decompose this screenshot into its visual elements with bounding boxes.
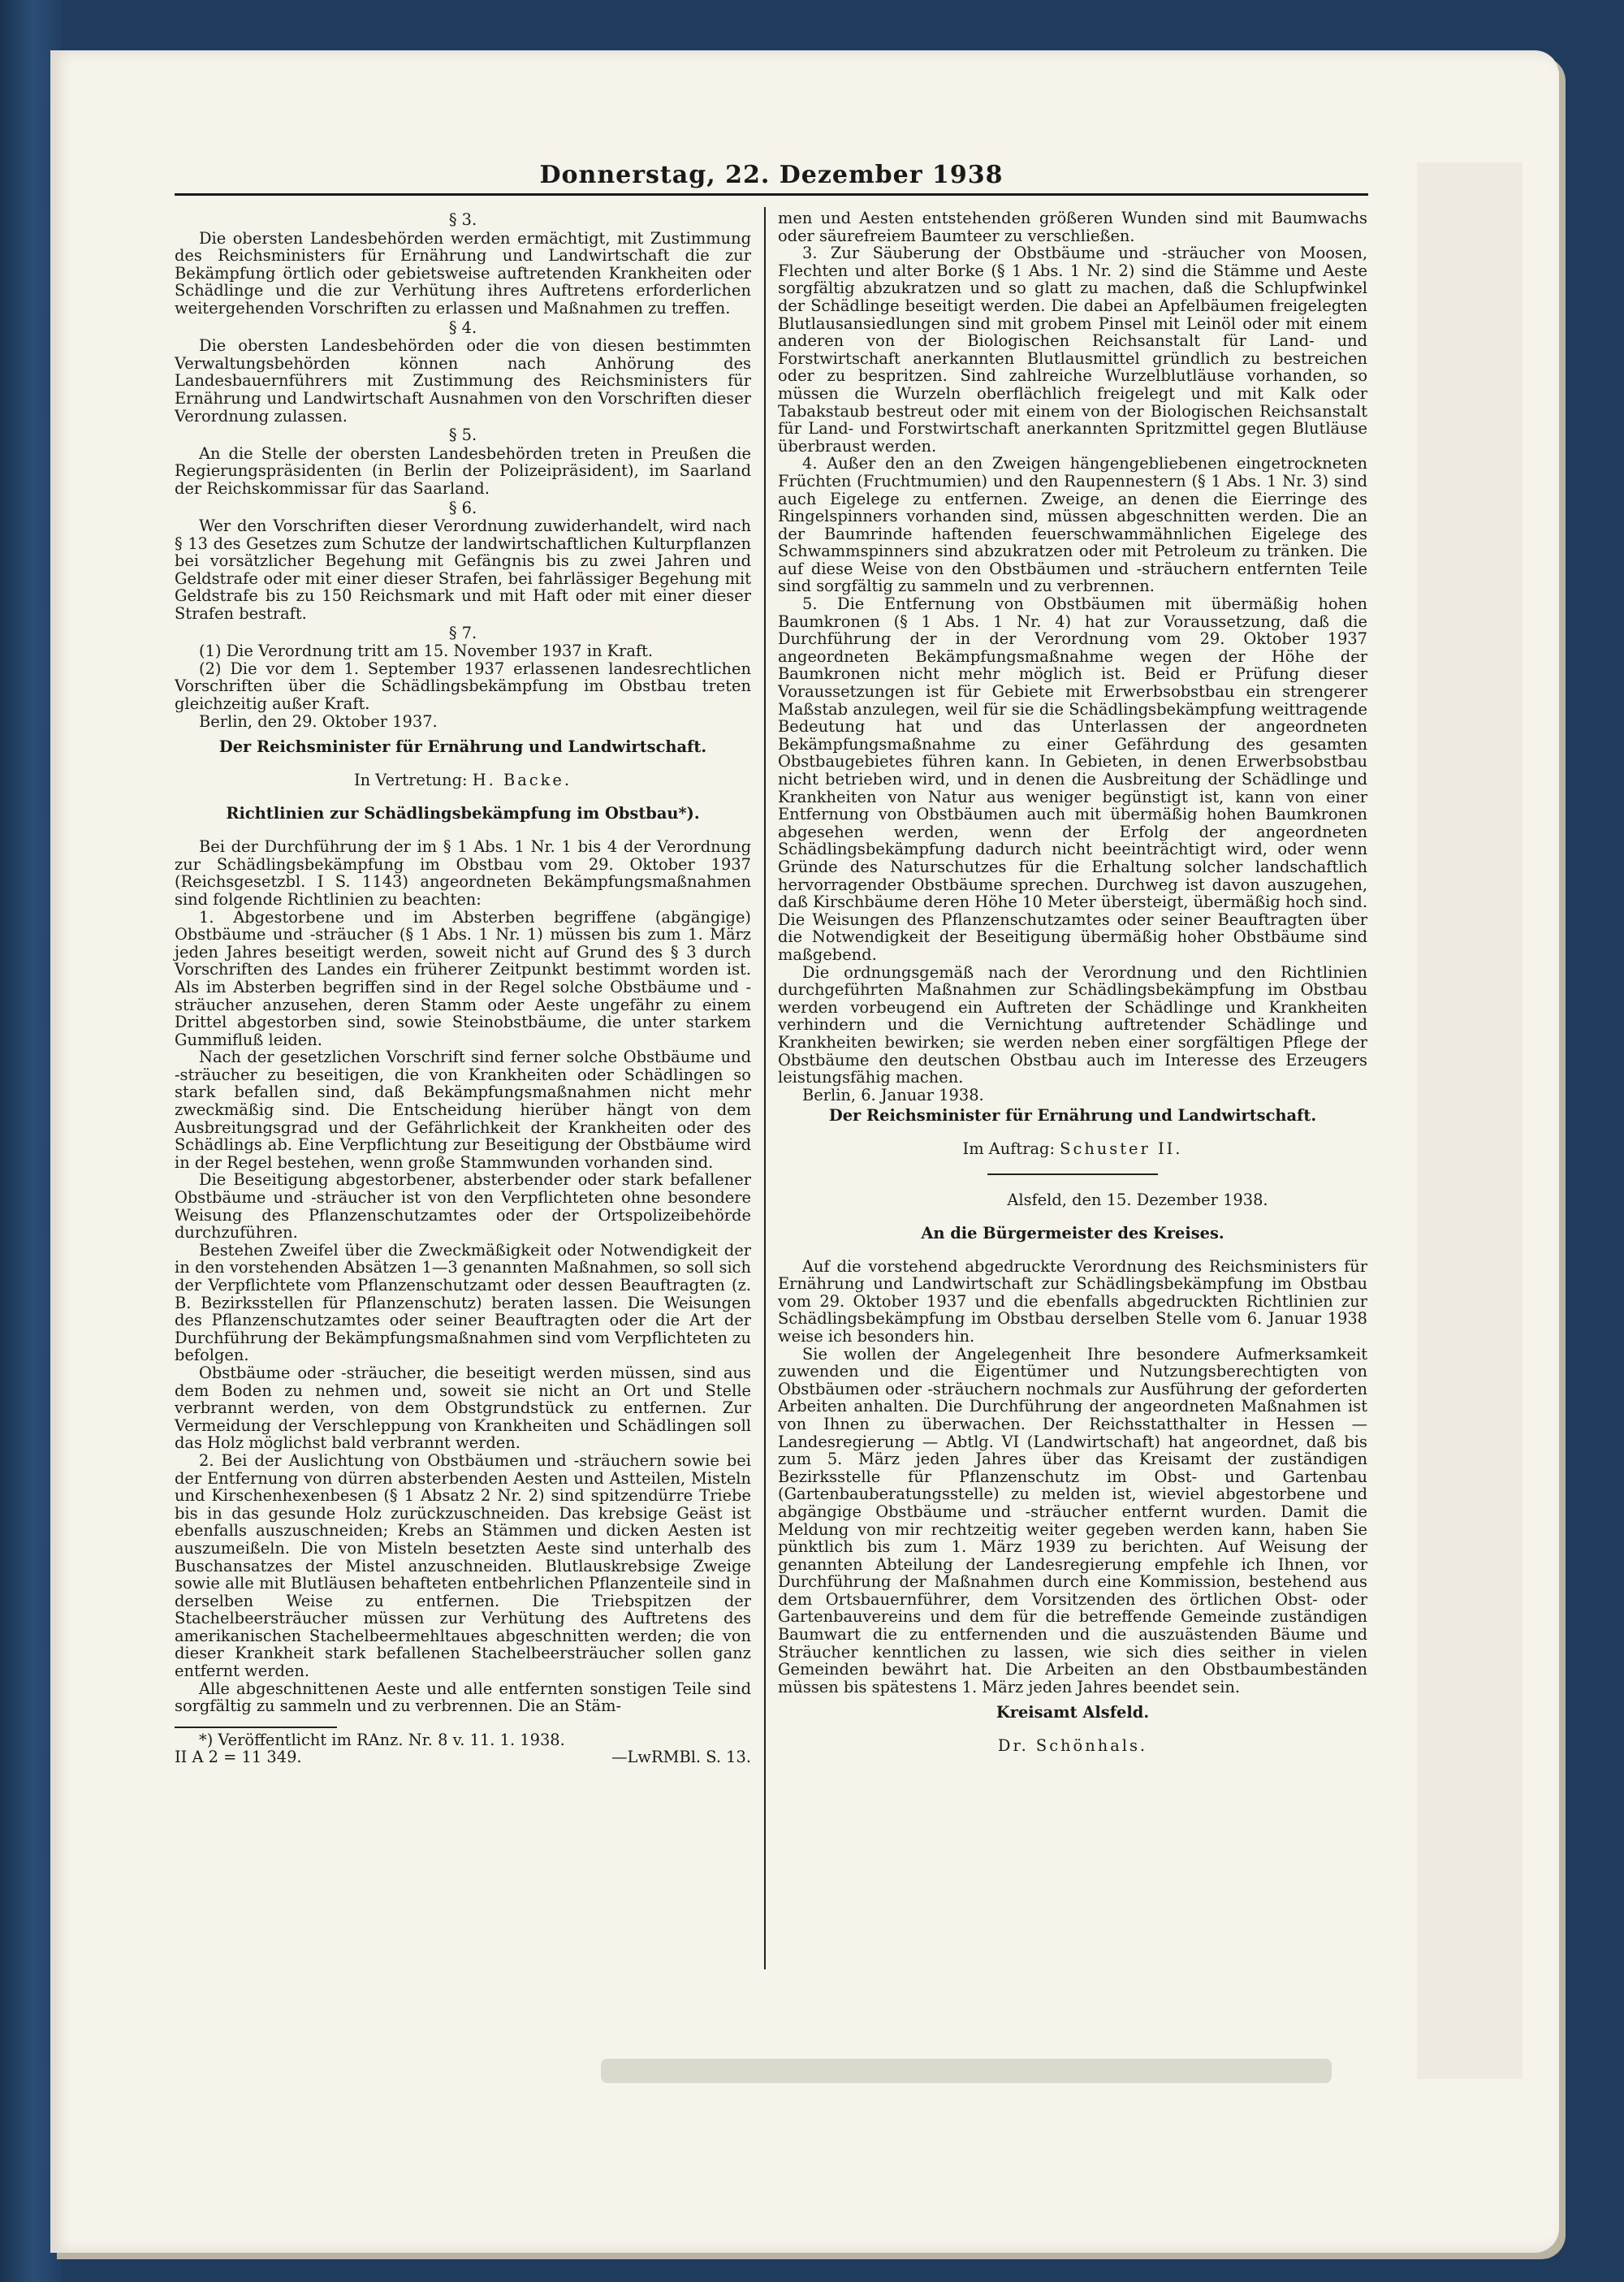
- guidelines-intro: Bei der Durchführung der im § 1 Abs. 1 Nr. 1 bis 4 der Verordnung zur Schädlingsbekämpfung im Obstbau vom 29. Oktober 1937 (Reichsgesetzbl. I S. 1143) angeordneten Bekämpfungsmaßnahmen sind folgende Richtlinien zu beachten:: [175, 837, 751, 909]
- section-6-title: § 6.: [448, 498, 477, 517]
- section-7-text-1: (1) Die Verordnung tritt am 15. November 1937 in Kraft.: [199, 642, 654, 661]
- continuation-text: men und Aesten entstehenden größeren Wunden sind mit Baumwachs oder säurefreiem Baumteer zu verschließen.: [778, 209, 1367, 245]
- section-3-text: Die obersten Landesbehörden werden ermächtigt, mit Zustimmung des Reichsministers für Ernährung und Landwirtschaft die zur Bekämpfung örtlich oder gebietsweise auftretenden Krankheiten oder Schädlinge und die zur Verhütung ihres Auftretens erforderlichen weitergehenden Vorschriften zu erlassen und Maßnahmen zu treffen.: [175, 228, 751, 318]
- signature-office: Kreisamt Alsfeld.: [996, 1703, 1150, 1722]
- guideline-1b: Nach der gesetzlichen Vorschrift sind ferner solche Obstbäume und -sträucher zu beseitigen, die von Krankheiten oder Schädlingen so stark befallen sind, daß Bekämpfungsmaßnahmen nicht mehr zweckmäßig sind. Die Entscheidung hierüber hängt von dem Ausbreitungsgrad und der Gefährlichkeit der Krankheiten oder des Schädlings ab. Eine Verpflichtung zur Beseitigung der Obstbäume wird in der Regel bestehen, wenn große Stammwunden vorhanden sind.: [175, 1048, 751, 1172]
- section-7-title: § 7.: [448, 623, 477, 642]
- guideline-1d: Bestehen Zweifel über die Zweckmäßigkeit oder Notwendigkeit der in den vorstehenden Absätzen 1—3 genannten Maßnahmen, so soll sich der Verpflichtete vom Pflanzenschutzamt oder dessen Beauftragten (z. B. Bezirksstellen für Pflanzenschutz) beraten lassen. Die Weisungen des Pflanzenschutzamtes oder seiner Beauftragten oder die Art der Durchführung der Bekämpfungsmaßnahmen sind vom Verpflichteten zu befolgen.: [175, 1240, 751, 1365]
- auftrag-name: Schuster II.: [1060, 1139, 1183, 1159]
- alsfeld-text-1: Auf die vorstehend abgedruckte Verordnung des Reichsministers für Ernährung und Landwirtschaft zur Schädlingsbekämpfung im Obstbau vom 29. Oktober 1937 und die ebenfalls abgedruckten Richtlinien zur Schädlingsbekämpfung im Obstbau derselben Stelle vom 6. Januar 1938 weise ich besonders hin.: [778, 1256, 1367, 1346]
- running-head: Donnerstag, 22. Dezember 1938: [539, 161, 1004, 189]
- section-5-title: § 5.: [448, 426, 477, 445]
- guideline-5a: 5. Die Entfernung von Obstbäumen mit übermäßig hohen Baumkronen (§ 1 Abs. 1 Nr. 4) hat zur Voraussetzung, daß die Durchführung der in der Verordnung vom 29. Oktober 1937 angeordneten Bekämpfungsmaßnahme wegen der Höhe der Baumkronen nicht mehr möglich ist. Beid er Prüfung dieser Voraussetzungen ist für Gebiete mit Erwerbsobstbau ein strengerer Maßstab anzulegen, weil für sie die Schädlingsbekämpfung weittragende Bedeutung hat und das Unterlassen der angeordneten Bekämpfungsmaßnahme zu einer Gefährdung des gesamten Obstbaugebietes führen kann. In Gebieten, in denen Erwerbsobstbau nicht betrieben wird, und in denen die Ausbreitung der Schädlinge und Krankheiten von Natur aus weniger begünstigt ist, kann von einer Entfernung von Obstbäumen auch mit übermäßig hohen Baumkronen abgesehen werden, wenn der Erfolg der angeordneten Schädlingsbekämpfung dadurch nicht beeinträchtigt wird, oder wenn Gründe des Naturschutzes für die Erhaltung solcher landschaftlich hervorragender Obstbäume sprechen. Durchweg ist davon auszugehen, daß Kirschbäume deren Höhe 10 Meter übersteigt, übermäßig hoch sind. Die Weisungen des Pflanzenschutzamtes oder seiner Beauftragten über die Notwendigkeit der Beseitigung übermäßig hoher Obstbäume sind maßgebend.: [778, 594, 1367, 964]
- guidelines-title: Richtlinien zur Schädlingsbekämpfung im Obstbau*).: [226, 804, 700, 823]
- section-3-title: § 3.: [448, 210, 477, 229]
- footnote: *) Veröffentlicht im RAnz. Nr. 8 v. 11. 1. 1938.: [199, 1730, 565, 1749]
- guideline-2a: 2. Bei der Auslichtung von Obstbäumen und -sträuchern sowie bei der Entfernung von dürren absterbenden Aesten und Astteilen, Misteln und Kirschenhexenbesen (§ 1 Absatz 2 Nr. 2) sind spitzendürre Triebe bis in das gesunde Holz zurückzuschneiden. Das krebsige Geäst ist ebenfalls auszuschneiden; Krebs an Stämmen und dicken Aesten ist auszumeißeln. Die von Misteln besetzten Aeste sind unterhalb des Buschansatzes der Mistel anzuschneiden. Blutlauskrebsige Zweige sowie alle mit Blutläusen behafteten entbehrlichen Pflanzenteile sind in derselben Weise zu entfernen. Die Triebspitzen der Stachelbeersträucher müssen zur Verhütung des Auftretens des amerikanischen Stachelbeermehltaues abgeschnitten werden; die von dieser Krankheit stark befallenen Stachelbeersträucher sollen ganz entfernt werden.: [175, 1450, 751, 1681]
- minister-title-2: Der Reichsminister für Ernährung und Landwirtschaft.: [828, 1106, 1317, 1126]
- guideline-4: 4. Außer den an den Zweigen hängengebliebenen eingetrockneten Früchten (Fruchtmumien) und den Raupennestern (§ 1 Abs. 1 Nr. 3) sind auch Eigelege zu entfernen. Zweige, an denen die Eierringe des Ringelspinners vorhanden sind, müssen abgeschnitten werden. Die an der Baumrinde haftenden feuerschwammähnlichen Eigelege des Schwammspinners sind abzukratzen oder mit Petroleum zu tränken. Die auf diese Weise von den Obstbäumen und -sträuchern entfernten Teile sind sorgfältig zu sammeln und zu verbrennen.: [778, 454, 1367, 596]
- torn-page-edge: [601, 2059, 1332, 2083]
- vertretung-name: H. Backe.: [472, 771, 572, 790]
- vertretung-prefix: In Vertretung:: [354, 771, 468, 790]
- guideline-1a: 1. Abgestorbene und im Absterben begriffene (abgängige) Obstbäume und -sträucher (§ 1 Abs. 1 Nr. 1) müssen bis zum 1. März jeden Jahres beseitigt werden, soweit nicht auf Grund des § 3 durch Vorschriften des Landes ein früherer Zeitpunkt bestimmt worden ist. Als im Absterben begriffen sind in der Regel solche Obstbäume und -sträucher anzusehen, deren Stamm oder Aeste ungefähr zu einem Drittel abgestorben sind, sowie Steinobstbäume, die unter starkem Gummifluß leiden.: [175, 907, 751, 1049]
- footnote-source: —LwRMBl. S. 13.: [611, 1748, 751, 1767]
- footnote-rule: [175, 1727, 337, 1728]
- auftrag-line: [778, 1140, 1367, 1158]
- vertretung-line: [175, 771, 751, 789]
- bleed-through-area: [1417, 162, 1522, 2079]
- left-column: [175, 210, 751, 1766]
- guideline-3: 3. Zur Säuberung der Obstbäume und -sträucher von Moosen, Flechten und alter Borke (§ 1 Abs. 1 Nr. 2) sind die Stämme und Aeste sorgfältig abzukratzen und so glatt zu machen, daß die Schlupfwinkel der Schädlinge beseitigt werden. Die dabei an Apfelbäumen freigelegten Blutlausansiedlungen sind mit grobem Pinsel mit Leinöl oder mit einem anderen von der Biologischen Reichsanstalt für Land- und Forstwirtschaft anerkannten Blutlausmittel gründlich zu bestreichen oder zu bespritzen. Sind zahlreiche Wurzelblutläuse vorhanden, so müssen die Wurzeln oberflächlich freigelegt und mit Kalk oder Tabakstaub bestreut oder mit einem von der Biologischen Reichsanstalt für Land- und Forstwirtschaft anerkannten Spritzmittel gegen Blutläuse überbraust werden.: [778, 244, 1367, 456]
- footnote-ref: II A 2 = 11 349.: [175, 1748, 302, 1767]
- column-divider: [764, 207, 766, 1969]
- section-7-text-2: (2) Die vor dem 1. September 1937 erlassenen landesrechtlichen Vorschriften über die Schädlingsbekämpfung im Obstbau treten gleichzeitig außer Kraft.: [175, 659, 751, 714]
- footnote-reference-row: [175, 1748, 751, 1766]
- auftrag-prefix: Im Auftrag:: [962, 1139, 1055, 1159]
- right-column: [778, 210, 1367, 1770]
- guideline-1c: Die Beseitigung abgestorbener, absterbender oder stark befallener Obstbäume und -sträucher ist von den Verpflichteten ohne besondere Weisung des Pflanzenschutzamtes oder der Ortspolizeibehörde durchzuführen.: [175, 1170, 751, 1243]
- guidelines-date: Berlin, 6. Januar 1938.: [802, 1085, 984, 1104]
- guideline-1e: Obstbäume oder -sträucher, die beseitigt werden müssen, sind aus dem Boden zu nehmen und, soweit sie nicht an Ort und Stelle verbrannt werden, von dem Obstgrundstück zu entfernen. Zur Vermeidung der Verschleppung von Krankheiten und Schädlingen soll das Holz möglichst bald verbrannt werden.: [175, 1363, 751, 1453]
- section-rule: [987, 1173, 1158, 1175]
- minister-title: Der Reichsminister für Ernährung und Landwirtschaft.: [218, 737, 707, 757]
- signature-name: Dr. Schönhals.: [997, 1736, 1148, 1756]
- guideline-5b: Die ordnungsgemäß nach der Verordnung und den Richtlinien durchgeführten Maßnahmen zur Schädlingsbekämpfung im Obstbau werden vorbeugend ein Auftreten der Schädlinge und Krankheiten verhindern und die Vernichtung auftretender Schädlinge und Krankheiten bewirken; sie werden neben einer sorgfältigen Pflege der Obstbäume den deutschen Obstbau auch im Interesse des Erzeugers leistungsfähig machen.: [778, 962, 1367, 1087]
- section-5-text: An die Stelle der obersten Landesbehörden treten in Preußen die Regierungspräsidenten (in Berlin der Polizeipräsident), im Saarland der Reichskommissar für das Saarland.: [175, 443, 751, 498]
- addressee: An die Bürgermeister des Kreises.: [921, 1223, 1224, 1243]
- ordinance-date: Berlin, den 29. Oktober 1937.: [199, 711, 438, 731]
- alsfeld-text-2: Sie wollen der Angelegenheit Ihre besondere Aufmerksamkeit zuwenden und die Eigentümer und Nutzungsberechtigten von Obstbäumen oder -sträuchern nochmals zur Ausführung der geforderten Arbeiten anhalten. Die Durchführung der angeordneten Maßnahmen ist von Ihnen zu überwachen. Der Reichsstatthalter in Hessen — Landesregierung — Abtlg. VI (Landwirtschaft) hat angeordnet, daß bis zum 5. März jeden Jahres über das Kreisamt der zuständigen Bezirksstelle für Pflanzenschutz im Obst- und Gartenbau (Gartenbauberatungsstelle) zu melden ist, wieviel abgestorbene und abgängige Obstbäume und -sträucher entfernt wurden. Damit die Meldung von mir rechtzeitig weiter gegeben werden kann, haben Sie pünktlich bis zum 1. März 1939 zu berichten. Auf Weisung der genannten Abteilung der Landesregierung empfehle ich Ihnen, vor Durchführung der Maßnahmen durch eine Kommission, bestehend aus dem Ortsbauernführer, dem Vorsitzenden des örtlichen Obst- oder Gartenbauvereins und dem für die betreffende Gemeinde zuständigen Baumwart die zu entfernenden und die auszuästenden Bäume und Sträucher kenntlichen zu lassen, wie sich dies seither in vielen Gemeinden bewährt hat. Die Arbeiten an den Obstbaumbeständen müssen bis spätestens 1. März jeden Jahres beendet sein.: [778, 1344, 1367, 1696]
- section-4-text: Die obersten Landesbehörden oder die von diesen bestimmten Verwaltungsbehörden können nach Anhörung des Landesbauernführers mit Zustimmung des Reichsministers für Ernährung und Landwirtschaft Ausnahmen von den Vorschriften dieser Verordnung zulassen.: [175, 336, 751, 426]
- guideline-2b: Alle abgeschnittenen Aeste und alle entfernten sonstigen Teile sind sorgfältig zu sammeln und zu verbrennen. Die an Stäm-: [175, 1679, 751, 1716]
- section-4-title: § 4.: [448, 318, 477, 337]
- section-6-text: Wer den Vorschriften dieser Verordnung zuwiderhandelt, wird nach § 13 des Gesetzes zum Schutze der landwirtschaftlichen Kulturpflanzen bei vorsätzlicher Begehung mit Gefängnis bis zu zwei Jahren und Geldstrafe oder mit einer dieser Strafen, bei fahrlässiger Begehung mit Geldstrafe bis zu 150 Reichsmark und mit Haft oder mit einer dieser Strafen bestraft.: [175, 516, 751, 624]
- header-rule: [175, 193, 1368, 196]
- alsfeld-date: Alsfeld, den 15. Dezember 1938.: [1007, 1190, 1268, 1209]
